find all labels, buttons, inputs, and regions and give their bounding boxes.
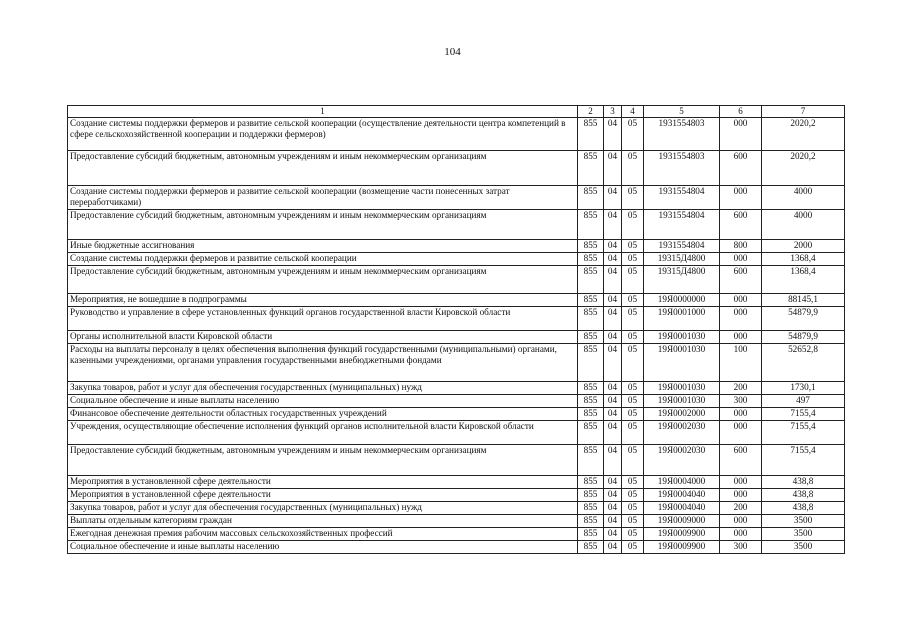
- column-header: 6: [720, 106, 762, 118]
- row-name-cell: Расходы на выплаты персоналу в целях обеспечения выполнения функций государственными (муниципальными) органами, казенными учреждениями, органами управления государственными внебюджетными фондами: [68, 344, 578, 382]
- amount-cell: 7155,4: [762, 421, 845, 445]
- section-cell: 04: [604, 515, 622, 528]
- row-name-cell: Руководство и управление в сфере установленных функций органов государственной власти Кировской области: [68, 307, 578, 331]
- expense-type-cell: 200: [720, 502, 762, 515]
- table-row: [68, 307, 845, 331]
- table-row: [68, 118, 845, 151]
- target-article-cell: 19Я0001030: [644, 395, 720, 408]
- column-header: 5: [644, 106, 720, 118]
- subsection-cell: 05: [622, 151, 644, 186]
- admin-code-cell: 855: [578, 395, 604, 408]
- section-cell: 04: [604, 541, 622, 554]
- table-row: [68, 395, 845, 408]
- table-row: [68, 294, 845, 307]
- target-article-cell: 19Я0001030: [644, 331, 720, 344]
- admin-code-cell: 855: [578, 266, 604, 294]
- amount-cell: 497: [762, 395, 845, 408]
- amount-cell: 7155,4: [762, 445, 845, 476]
- subsection-cell: 05: [622, 528, 644, 541]
- row-name-cell: Предоставление субсидий бюджетным, автономным учреждениям и иным некоммерческим организациям: [68, 445, 578, 476]
- table-row: [68, 253, 845, 266]
- amount-cell: 438,8: [762, 489, 845, 502]
- amount-cell: 54879,9: [762, 307, 845, 331]
- subsection-cell: 05: [622, 294, 644, 307]
- table-row: [68, 210, 845, 240]
- subsection-cell: 05: [622, 186, 644, 210]
- section-cell: 04: [604, 266, 622, 294]
- expense-type-cell: 600: [720, 445, 762, 476]
- table-row: [68, 515, 845, 528]
- section-cell: 04: [604, 395, 622, 408]
- subsection-cell: 05: [622, 502, 644, 515]
- section-cell: 04: [604, 118, 622, 151]
- amount-cell: 1368,4: [762, 253, 845, 266]
- expense-type-cell: 000: [720, 186, 762, 210]
- subsection-cell: 05: [622, 210, 644, 240]
- admin-code-cell: 855: [578, 210, 604, 240]
- target-article-cell: 1931554804: [644, 210, 720, 240]
- subsection-cell: 05: [622, 382, 644, 395]
- section-cell: 04: [604, 489, 622, 502]
- expense-type-cell: 000: [720, 294, 762, 307]
- table-row: [68, 528, 845, 541]
- target-article-cell: 19Я0002030: [644, 421, 720, 445]
- row-name-cell: Мероприятия, не вошедшие в подпрограммы: [68, 294, 578, 307]
- section-cell: 04: [604, 408, 622, 421]
- section-cell: 04: [604, 151, 622, 186]
- column-header: 1: [68, 106, 578, 118]
- section-cell: 04: [604, 331, 622, 344]
- target-article-cell: 19Я0000000: [644, 294, 720, 307]
- section-cell: 04: [604, 240, 622, 253]
- target-article-cell: 19Я0004040: [644, 502, 720, 515]
- expense-type-cell: 000: [720, 489, 762, 502]
- admin-code-cell: 855: [578, 528, 604, 541]
- row-name-cell: Финансовое обеспечение деятельности областных государственных учреждений: [68, 408, 578, 421]
- row-name-cell: Мероприятия в установленной сфере деятельности: [68, 476, 578, 489]
- table-row: [68, 502, 845, 515]
- subsection-cell: 05: [622, 118, 644, 151]
- row-name-cell: Предоставление субсидий бюджетным, автономным учреждениям и иным некоммерческим организациям: [68, 266, 578, 294]
- table-row: [68, 408, 845, 421]
- expense-type-cell: 000: [720, 515, 762, 528]
- amount-cell: 1368,4: [762, 266, 845, 294]
- table-row: [68, 186, 845, 210]
- amount-cell: 3500: [762, 515, 845, 528]
- admin-code-cell: 855: [578, 421, 604, 445]
- page-number: 104: [444, 46, 461, 58]
- subsection-cell: 05: [622, 476, 644, 489]
- table-row: [68, 445, 845, 476]
- admin-code-cell: 855: [578, 408, 604, 421]
- table-row: [68, 489, 845, 502]
- section-cell: 04: [604, 186, 622, 210]
- amount-cell: 52652,8: [762, 344, 845, 382]
- subsection-cell: 05: [622, 445, 644, 476]
- subsection-cell: 05: [622, 344, 644, 382]
- column-header: 7: [762, 106, 845, 118]
- target-article-cell: 19Я0009000: [644, 515, 720, 528]
- table-row: [68, 421, 845, 445]
- admin-code-cell: 855: [578, 541, 604, 554]
- target-article-cell: 1931554803: [644, 118, 720, 151]
- table-row: [68, 382, 845, 395]
- target-article-cell: 19Я0009900: [644, 528, 720, 541]
- expense-type-cell: 300: [720, 395, 762, 408]
- expense-type-cell: 200: [720, 382, 762, 395]
- expense-type-cell: 000: [720, 253, 762, 266]
- row-name-cell: Социальное обеспечение и иные выплаты населению: [68, 541, 578, 554]
- row-name-cell: Социальное обеспечение и иные выплаты населению: [68, 395, 578, 408]
- subsection-cell: 05: [622, 515, 644, 528]
- budget-table: [67, 105, 845, 554]
- subsection-cell: 05: [622, 331, 644, 344]
- subsection-cell: 05: [622, 489, 644, 502]
- admin-code-cell: 855: [578, 331, 604, 344]
- admin-code-cell: 855: [578, 344, 604, 382]
- amount-cell: 1730,1: [762, 382, 845, 395]
- admin-code-cell: 855: [578, 445, 604, 476]
- admin-code-cell: 855: [578, 476, 604, 489]
- subsection-cell: 05: [622, 266, 644, 294]
- table-row: [68, 541, 845, 554]
- amount-cell: 3500: [762, 528, 845, 541]
- row-name-cell: Ежегодная денежная премия рабочим массовых сельскохозяйственных профессий: [68, 528, 578, 541]
- row-name-cell: Органы исполнительной власти Кировской области: [68, 331, 578, 344]
- section-cell: 04: [604, 445, 622, 476]
- expense-type-cell: 000: [720, 331, 762, 344]
- section-cell: 04: [604, 294, 622, 307]
- target-article-cell: 19Я0002000: [644, 408, 720, 421]
- expense-type-cell: 000: [720, 528, 762, 541]
- subsection-cell: 05: [622, 240, 644, 253]
- amount-cell: 438,8: [762, 476, 845, 489]
- expense-type-cell: 000: [720, 476, 762, 489]
- row-name-cell: Мероприятия в установленной сфере деятельности: [68, 489, 578, 502]
- target-article-cell: 19Я0004040: [644, 489, 720, 502]
- table-row: [68, 344, 845, 382]
- section-cell: 04: [604, 528, 622, 541]
- admin-code-cell: 855: [578, 186, 604, 210]
- subsection-cell: 05: [622, 541, 644, 554]
- section-cell: 04: [604, 476, 622, 489]
- column-header: 4: [622, 106, 644, 118]
- section-cell: 04: [604, 421, 622, 445]
- target-article-cell: 1931554803: [644, 151, 720, 186]
- target-article-cell: 1931554804: [644, 186, 720, 210]
- admin-code-cell: 855: [578, 515, 604, 528]
- section-cell: 04: [604, 344, 622, 382]
- admin-code-cell: 855: [578, 502, 604, 515]
- amount-cell: 2020,2: [762, 118, 845, 151]
- admin-code-cell: 855: [578, 489, 604, 502]
- row-name-cell: Создание системы поддержки фермеров и развитие сельской кооперации: [68, 253, 578, 266]
- table-row: [68, 331, 845, 344]
- target-article-cell: 19Я0009900: [644, 541, 720, 554]
- section-cell: 04: [604, 210, 622, 240]
- expense-type-cell: 000: [720, 118, 762, 151]
- row-name-cell: Создание системы поддержки фермеров и развитие сельской кооперации (осуществление деятельности центра компетенций в сфере сельскохозяйственной кооперации и поддержки фермеров): [68, 118, 578, 151]
- admin-code-cell: 855: [578, 118, 604, 151]
- table-row: [68, 240, 845, 253]
- table-row: [68, 476, 845, 489]
- column-header: 3: [604, 106, 622, 118]
- amount-cell: 54879,9: [762, 331, 845, 344]
- amount-cell: 4000: [762, 210, 845, 240]
- subsection-cell: 05: [622, 408, 644, 421]
- amount-cell: 3500: [762, 541, 845, 554]
- amount-cell: 2020,2: [762, 151, 845, 186]
- target-article-cell: 19315Д4800: [644, 253, 720, 266]
- amount-cell: 2000: [762, 240, 845, 253]
- amount-cell: 4000: [762, 186, 845, 210]
- target-article-cell: 19Я0001030: [644, 382, 720, 395]
- table-row: [68, 151, 845, 186]
- amount-cell: 7155,4: [762, 408, 845, 421]
- expense-type-cell: 800: [720, 240, 762, 253]
- section-cell: 04: [604, 253, 622, 266]
- subsection-cell: 05: [622, 395, 644, 408]
- expense-type-cell: 600: [720, 151, 762, 186]
- subsection-cell: 05: [622, 421, 644, 445]
- admin-code-cell: 855: [578, 253, 604, 266]
- target-article-cell: 19Я0004000: [644, 476, 720, 489]
- expense-type-cell: 000: [720, 408, 762, 421]
- section-cell: 04: [604, 382, 622, 395]
- admin-code-cell: 855: [578, 382, 604, 395]
- target-article-cell: 1931554804: [644, 240, 720, 253]
- expense-type-cell: 000: [720, 421, 762, 445]
- admin-code-cell: 855: [578, 294, 604, 307]
- row-name-cell: Закупка товаров, работ и услуг для обеспечения государственных (муниципальных) нужд: [68, 502, 578, 515]
- admin-code-cell: 855: [578, 307, 604, 331]
- section-cell: 04: [604, 307, 622, 331]
- column-header: 2: [578, 106, 604, 118]
- section-cell: 04: [604, 502, 622, 515]
- admin-code-cell: 855: [578, 240, 604, 253]
- expense-type-cell: 600: [720, 266, 762, 294]
- row-name-cell: Предоставление субсидий бюджетным, автономным учреждениям и иным некоммерческим организациям: [68, 151, 578, 186]
- target-article-cell: 19Я0002030: [644, 445, 720, 476]
- row-name-cell: Предоставление субсидий бюджетным, автономным учреждениям и иным некоммерческим организациям: [68, 210, 578, 240]
- subsection-cell: 05: [622, 307, 644, 331]
- expense-type-cell: 000: [720, 307, 762, 331]
- row-name-cell: Закупка товаров, работ и услуг для обеспечения государственных (муниципальных) нужд: [68, 382, 578, 395]
- target-article-cell: 19Я0001030: [644, 344, 720, 382]
- header-row: [68, 106, 845, 118]
- amount-cell: 88145,1: [762, 294, 845, 307]
- row-name-cell: Иные бюджетные ассигнования: [68, 240, 578, 253]
- expense-type-cell: 300: [720, 541, 762, 554]
- subsection-cell: 05: [622, 253, 644, 266]
- amount-cell: 438,8: [762, 502, 845, 515]
- expense-type-cell: 600: [720, 210, 762, 240]
- row-name-cell: Выплаты отдельным категориям граждан: [68, 515, 578, 528]
- target-article-cell: 19315Д4800: [644, 266, 720, 294]
- row-name-cell: Учреждения, осуществляющие обеспечение исполнения функций органов исполнительной власти Кировской области: [68, 421, 578, 445]
- expense-type-cell: 100: [720, 344, 762, 382]
- admin-code-cell: 855: [578, 151, 604, 186]
- target-article-cell: 19Я0001000: [644, 307, 720, 331]
- table-row: [68, 266, 845, 294]
- row-name-cell: Создание системы поддержки фермеров и развитие сельской кооперации (возмещение части понесенных затрат переработчиками): [68, 186, 578, 210]
